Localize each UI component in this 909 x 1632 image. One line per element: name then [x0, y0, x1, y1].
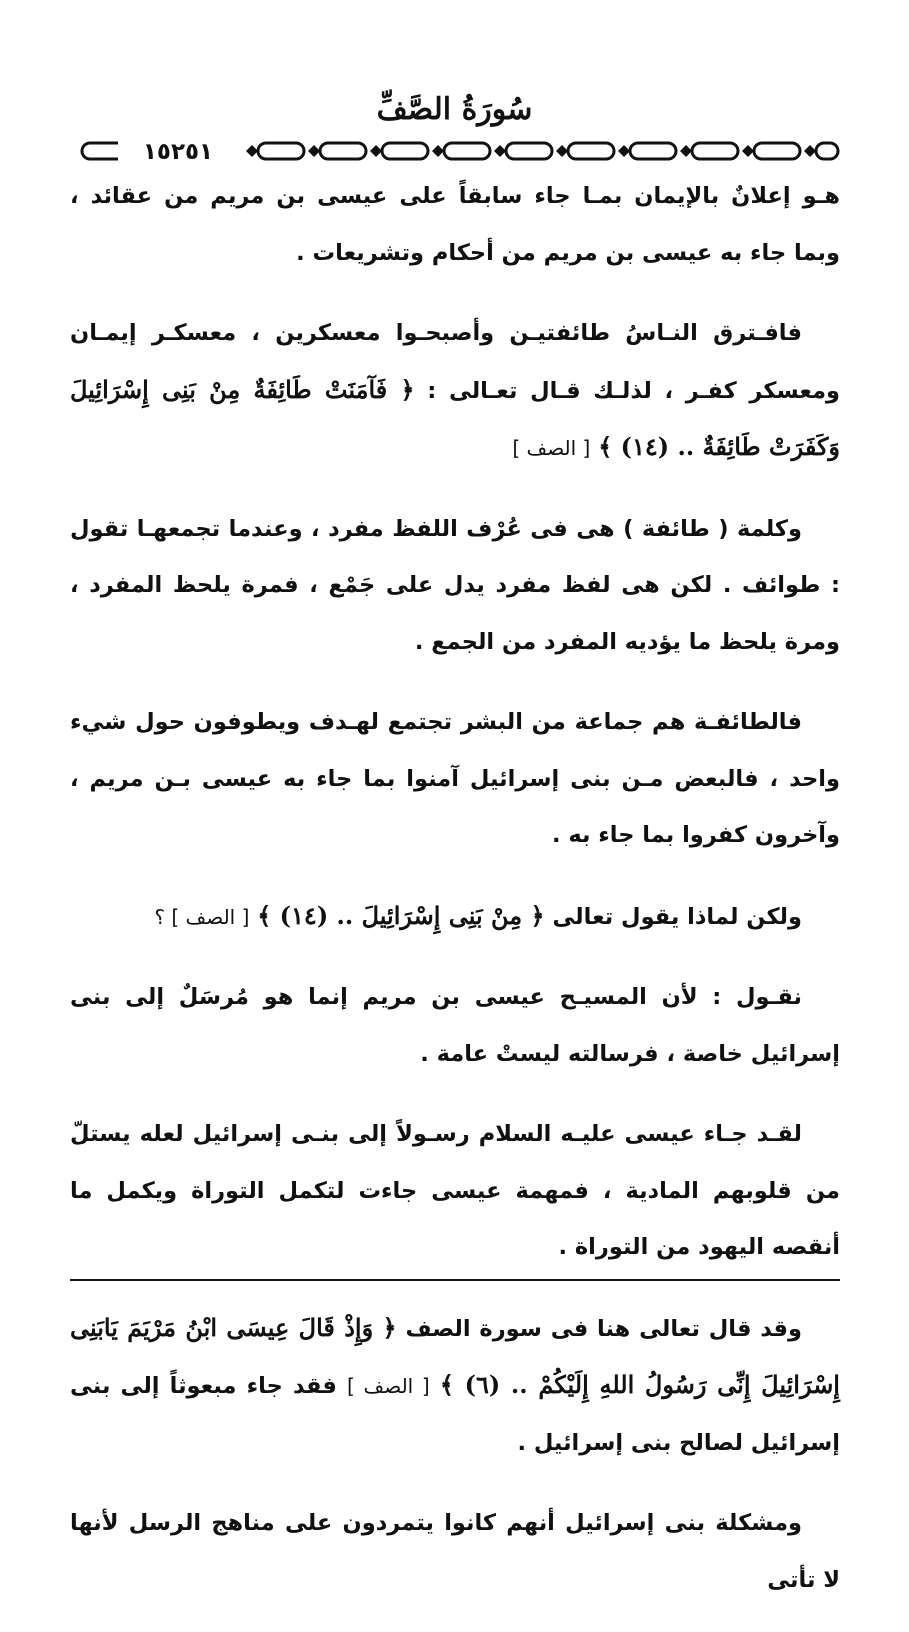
paragraph-2-text: فافـترق النـاسُ طائفتيـن وأصبحـوا معسكرين ، معسكـر إيمـان ومعسكر كفـر ، لذلـك قـال تعـالى :: [70, 320, 840, 404]
paragraph-5: [70, 888, 840, 946]
page-body: [70, 168, 840, 1632]
paragraph-8-text: وقد قال تعالى هنا فى سورة الصف: [405, 1315, 803, 1342]
paragraph-3: وكلمة ( طائفة ) هى فى عُرْف اللفظ مفرد ، وعندما تجمعهـا تقول : طوائف . لكن هى لفظ مفرد يدل على جَمْع ، فمرة يلحظ المفرد ، ومرة يلحظ ما يؤديه المفرد من الجمع .: [70, 515, 840, 655]
quran-verse-2: ﴿ مِنْ بَنِى إِسْرَائِيلَ .. (١٤) ﴾: [257, 900, 545, 930]
surah-title: سُورَةُ الصَّفِّ: [376, 92, 533, 127]
paragraph-7: لقـد جـاء عيسى عليـه السلام رسـولاً إلى بنـى إسرائيل لعله يستلّ من قلوبهم المادية ، فمهمة عيسى جاءت لتكمل التوراة ويكمل ما أنقصه اليهود من التوراة .: [70, 1121, 840, 1260]
page-number: ١٥٢٥١: [118, 139, 238, 165]
paragraph-5-text: ولكن لماذا يقول تعالى: [552, 903, 802, 930]
paragraph-2: [70, 305, 840, 477]
paragraph-8-continuation: فقد جاء مبعوثاً إلى بنى إسرائيل لصالح بنى إسرائيل .: [70, 1373, 840, 1456]
verse-reference-2: [ الصف ] ؟: [154, 904, 250, 929]
paragraph-9: ومشكلة بنى إسرائيل أنهم كانوا يتمردون على مناهج الرسل لأنها لا تأتى: [70, 1510, 840, 1593]
verse-reference-3: [ الصف ]: [347, 1374, 430, 1398]
quran-verse-1: ﴿ فَآمَنَتْ طَائِفَةٌ مِنْ بَنِى إِسْرَائِيلَ وَكَفَرَتْ طَائِفَةٌ .. (١٤) ﴾: [70, 374, 840, 461]
verse-reference-1: [ الصف ]: [512, 436, 591, 460]
quran-verse-3: ﴿ وَإِذْ قَالَ عِيسَى ابْنُ مَرْيَمَ يَابَنِى إِسْرَائِيلَ إِنِّى رَسُولُ اللهِ إِلَيْكُمْ .. (٦) ﴾: [70, 1312, 840, 1399]
paragraph-1: هـو إعلانٌ بالإيمان بمـا جاء سابقاً على عيسى بن مريم من عقائد ، وبما جاء به عيسى بن مريم من أحكام وتشريعات .: [70, 183, 840, 266]
paragraph-4: فالطائفـة هم جماعة من البشر تجتمع لهـدف ويطوفون حول شيء واحد ، فالبعض مـن بنى إسرائيل آمنوا بما جاء به عيسى بـن مريم ، وآخرون كفروا بما جاء به .: [70, 709, 840, 848]
paragraph-8: [70, 1300, 840, 1472]
footer-rule: [70, 1279, 840, 1281]
paragraph-6: نقـول : لأن المسيـح عيسى بن مريم إنما هو مُرسَلٌ إلى بنى إسرائيل خاصة ، فرسالته ليستْ عامة .: [70, 984, 840, 1067]
